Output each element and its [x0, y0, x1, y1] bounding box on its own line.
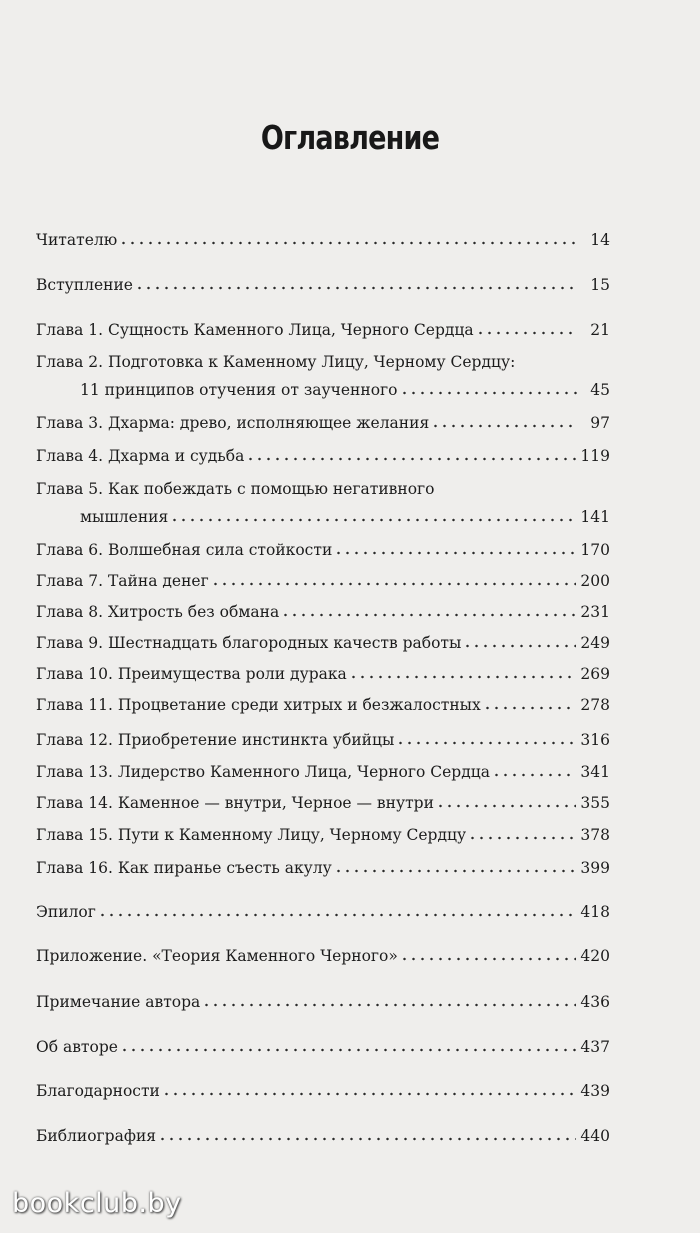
toc-entry-label: Глава 13. Лидерство Каменного Лица, Черного Сердца	[36, 763, 490, 781]
leader-dots	[463, 643, 576, 649]
leader-dots	[162, 1091, 577, 1097]
toc-entry-page: 436	[580, 993, 610, 1011]
toc-entry-label: 11 принципов отучения от заученного	[80, 381, 398, 399]
leader-dots	[281, 612, 576, 618]
toc-entry[interactable]	[36, 602, 610, 622]
toc-entry-page: 231	[580, 603, 610, 621]
leader-dots	[436, 803, 576, 809]
toc-entry[interactable]	[36, 320, 610, 340]
toc-entry[interactable]	[36, 446, 610, 466]
toc-entry[interactable]	[36, 793, 610, 813]
toc-entry[interactable]	[36, 633, 610, 653]
toc-entry[interactable]	[36, 275, 610, 295]
toc-entry-page: 341	[580, 763, 610, 781]
toc-entry-label: Глава 4. Дхарма и судьба	[36, 447, 245, 465]
toc-entry[interactable]	[36, 762, 610, 782]
toc-entry-label: Глава 11. Процветание среди хитрых и безжалостных	[36, 696, 481, 714]
toc-entry-page: 14	[590, 231, 610, 249]
toc-entry[interactable]	[36, 946, 610, 966]
toc-entry-label: Благодарности	[36, 1082, 160, 1100]
toc-entry-label: Глава 3. Дхарма: древо, исполняющее желания	[36, 414, 430, 432]
leader-dots	[483, 705, 577, 711]
toc-entry[interactable]	[36, 1081, 610, 1101]
toc-entry[interactable]	[36, 695, 610, 715]
leader-dots	[468, 835, 576, 841]
toc-entry-label: Примечание автора	[36, 993, 201, 1011]
toc-entry-label: Глава 8. Хитрость без обмана	[36, 603, 280, 621]
toc-entry-label: мышления	[80, 508, 169, 526]
toc-entry-label: Глава 9. Шестнадцать благородных качеств работы	[36, 634, 462, 652]
toc-entry-page: 15	[590, 276, 610, 294]
leader-dots	[211, 581, 577, 587]
leader-dots	[334, 868, 577, 874]
toc-entry-label: Вступление	[36, 276, 133, 294]
toc-entry-label: Библиография	[36, 1127, 157, 1145]
toc-entry-page: 440	[580, 1127, 610, 1145]
leader-dots	[158, 1136, 576, 1142]
toc-entry[interactable]	[36, 1037, 610, 1057]
leader-dots	[396, 740, 576, 746]
leader-dots	[98, 912, 577, 918]
toc-entry-page: 249	[580, 634, 610, 652]
leader-dots	[400, 390, 578, 396]
toc-entry-page: 399	[580, 859, 610, 877]
toc-entry-label: Глава 7. Тайна денег	[36, 572, 209, 590]
toc-entry-label: Эпилог	[36, 903, 96, 921]
leader-dots	[202, 1002, 576, 1008]
toc-entry[interactable]	[36, 540, 610, 560]
toc-entry-page: 170	[580, 541, 610, 559]
watermark: bookclub.by	[12, 1188, 182, 1219]
leader-dots	[135, 285, 578, 291]
toc-entry-page: 45	[590, 381, 610, 399]
toc-entry-page: 141	[580, 508, 610, 526]
leader-dots	[120, 1047, 576, 1053]
toc-entry-label: Глава 1. Сущность Каменного Лица, Черного Сердца	[36, 321, 474, 339]
toc-entry-page: 378	[580, 826, 610, 844]
toc-entry-page: 278	[580, 696, 610, 714]
toc-entry-page: 355	[580, 794, 610, 812]
leader-dots	[170, 517, 576, 523]
leader-dots	[246, 456, 576, 462]
toc-entry-label: Глава 16. Как пиранье съесть акулу	[36, 859, 332, 877]
toc-entry-label: Глава 6. Волшебная сила стойкости	[36, 541, 333, 559]
leader-dots	[334, 550, 576, 556]
leader-dots	[431, 423, 578, 429]
toc-entry-label: Глава 14. Каменное — внутри, Черное — внутри	[36, 794, 434, 812]
toc-entry-label: Читателю	[36, 231, 118, 249]
leader-dots	[119, 240, 578, 246]
toc-entry[interactable]	[36, 858, 610, 878]
toc-entry-page: 437	[580, 1038, 610, 1056]
leader-dots	[492, 772, 576, 778]
toc-entry-label: Глава 10. Преимущества роли дурака	[36, 665, 347, 683]
toc-entry[interactable]	[80, 380, 610, 400]
toc-entry-page: 439	[580, 1082, 610, 1100]
toc-entry[interactable]	[36, 992, 610, 1012]
toc-entry-label: Приложение. «Теория Каменного Черного»	[36, 947, 398, 965]
toc-entry-page: 21	[590, 321, 610, 339]
leader-dots	[400, 956, 577, 962]
toc-entry-page: 418	[580, 903, 610, 921]
toc-entry-page: 97	[590, 414, 610, 432]
toc-entry-label-first-line: Глава 2. Подготовка к Каменному Лицу, Черному Сердцу:	[36, 353, 516, 371]
toc-entry[interactable]	[36, 230, 610, 250]
toc-entry-page: 119	[580, 447, 610, 465]
toc-entry[interactable]	[36, 571, 610, 591]
toc-entry[interactable]	[36, 825, 610, 845]
toc-entry[interactable]	[80, 507, 610, 527]
toc-entry-label-first-line: Глава 5. Как побеждать с помощью негативного	[36, 480, 435, 498]
toc-entry[interactable]	[36, 730, 610, 750]
toc-entry-label: Глава 12. Приобретение инстинкта убийцы	[36, 731, 395, 749]
toc-entry-page: 200	[580, 572, 610, 590]
toc-entry[interactable]	[36, 664, 610, 684]
toc-entry-label: Глава 15. Пути к Каменному Лицу, Черному Сердцу	[36, 826, 467, 844]
leader-dots	[476, 330, 578, 336]
leader-dots	[349, 674, 577, 680]
toc-entry[interactable]	[36, 902, 610, 922]
toc-entry-label: Об авторе	[36, 1038, 118, 1056]
page-title: Оглавление	[260, 118, 440, 157]
toc-entry-page: 420	[580, 947, 610, 965]
toc-entry-page: 316	[580, 731, 610, 749]
toc-entry-page: 269	[580, 665, 610, 683]
toc-entry[interactable]	[36, 413, 610, 433]
toc-entry[interactable]	[36, 1126, 610, 1146]
